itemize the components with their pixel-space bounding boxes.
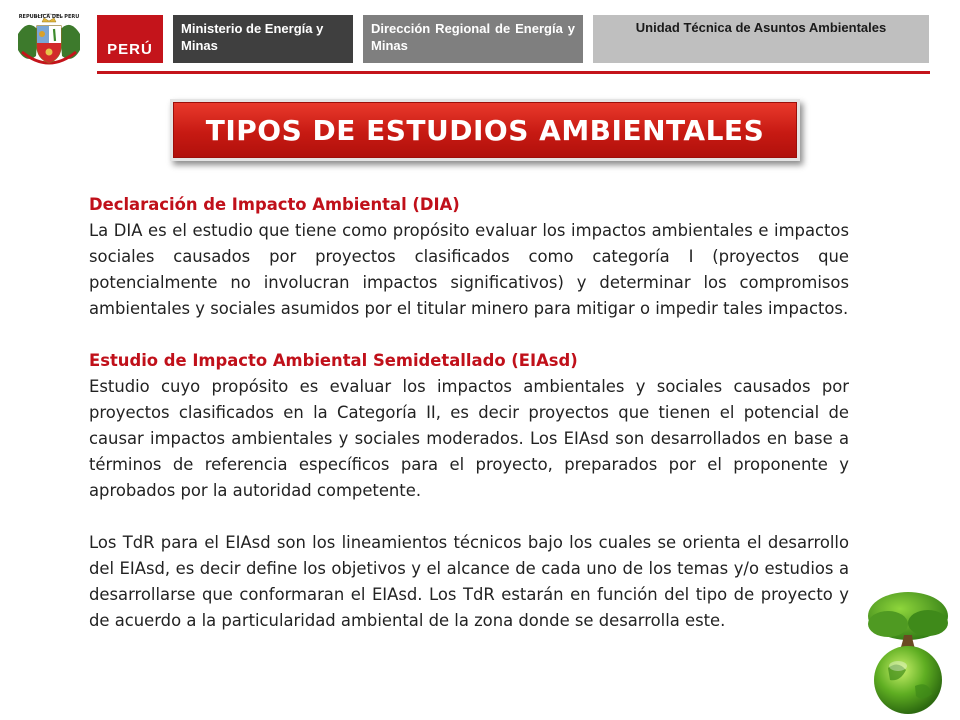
dia-heading: Declaración de Impacto Ambiental (DIA) bbox=[89, 195, 460, 214]
tdr-paragraph: Los TdR para el EIAsd son los lineamientos técnicos bajo los cuales se orienta el desarrollo del EIAsd, es decir define los objetivos y el alcance de cada uno de los temas y/o estudios a desarrollarse que conformaran el EIAsd. Los TdR estarán en función del tipo de proyecto y de acuerdo a la particularidad ambiental de la zona donde se desarrolla este. bbox=[89, 533, 849, 630]
dia-paragraph: La DIA es el estudio que tiene como propósito evaluar los impactos ambientales e impactos sociales causados por proyectos clasificados como categoría I (proyectos que potencialmente no involucran impactos significativos) y determinar los compromisos ambientales y sociales asumidos por el titular minero para mitigar o impedir tales impactos. bbox=[89, 221, 849, 318]
content-body bbox=[89, 192, 849, 634]
peru-coat-of-arms-icon bbox=[14, 12, 84, 72]
peru-label: PERÚ bbox=[97, 15, 163, 63]
title-banner bbox=[170, 99, 800, 161]
ministry-label: Ministerio de Energía y Minas bbox=[173, 15, 353, 63]
eiasd-heading: Estudio de Impacto Ambiental Semidetallado (EIAsd) bbox=[89, 351, 578, 370]
regional-direction-label: Dirección Regional de Energía y Minas bbox=[363, 15, 583, 63]
tree-globe-icon bbox=[860, 590, 956, 718]
page-title: TIPOS DE ESTUDIOS AMBIENTALES bbox=[205, 113, 765, 147]
emblem-label: REPUBLICA DEL PERU bbox=[18, 14, 80, 20]
eiasd-paragraph: Estudio cuyo propósito es evaluar los impactos ambientales y sociales causados por proyectos clasificados en la Categoría II, es decir proyectos que tienen el potencial de causar impactos ambientales y sociales moderados. Los EIAsd son desarrollados en base a términos de referencia específicos para el proyecto, preparados por el proponente y aprobados por la autoridad competente. bbox=[89, 377, 849, 500]
unit-label: Unidad Técnica de Asuntos Ambientales bbox=[593, 15, 929, 63]
header-divider bbox=[97, 71, 930, 74]
